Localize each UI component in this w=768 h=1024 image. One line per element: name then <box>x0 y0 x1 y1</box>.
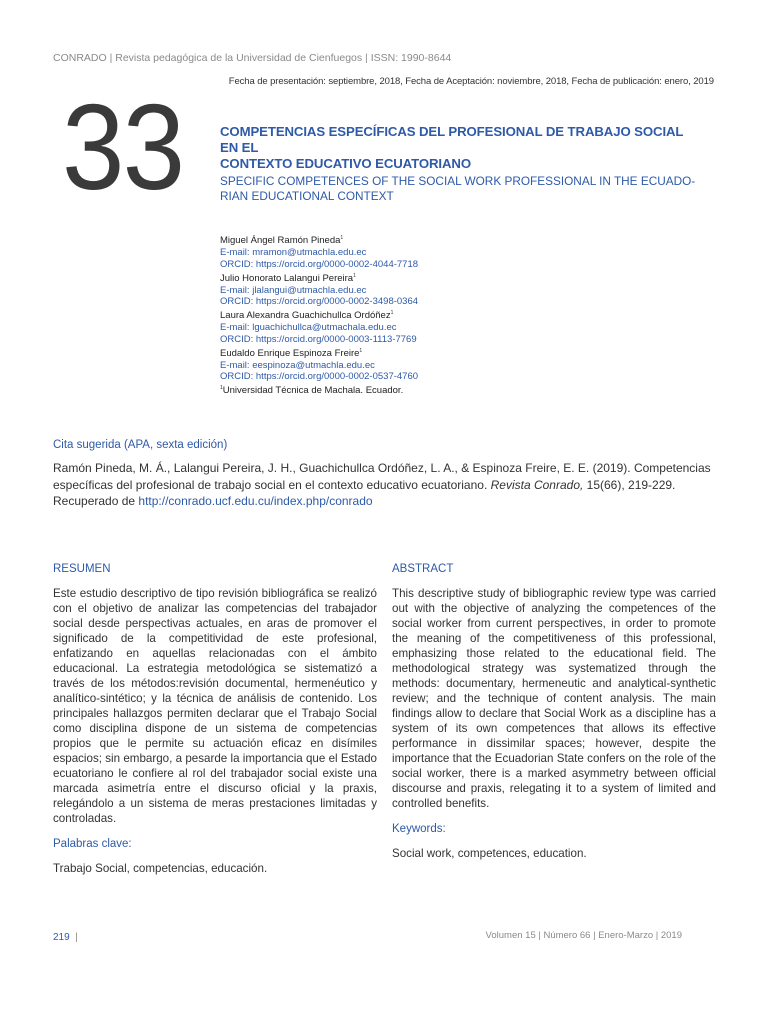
affiliation-sup: 1 <box>220 385 223 392</box>
author-sup: 1 <box>340 235 344 241</box>
page-number-footer <box>53 932 78 943</box>
citation-heading: Cita sugerida (APA, sexta edición) <box>53 439 228 451</box>
keywords-heading: Keywords: <box>392 823 446 835</box>
citation-journal: Revista Conrado, <box>490 477 584 492</box>
article-title-spanish <box>220 124 700 172</box>
author-email[interactable]: E-mail: eespinoza@utmachla.edu.ec <box>220 359 375 371</box>
author-name: Laura Alexandra Guachichullca Ordóñez$^1$ <box>220 310 394 322</box>
article-title-english <box>220 174 720 204</box>
journal-header: CONRADO | Revista pedagógica de la Universidad de Cienfuegos | ISSN: 1990-8644 <box>53 52 452 64</box>
resumen-column <box>53 562 377 876</box>
submission-dates: Fecha de presentación: septiembre, 2018, Fecha de Aceptación: noviembre, 2018, Fecha de publicación: enero, 2019 <box>228 76 714 87</box>
author-name: Julio Honorato Lalangui Pereira$^1$ <box>220 272 356 284</box>
author-email[interactable]: E-mail: jlalangui@utmachla.edu.ec <box>220 284 367 296</box>
abstract-heading: ABSTRACT <box>392 563 454 575</box>
title-en-line-1: SPECIFIC COMPETENCES OF THE SOCIAL WORK PROFESSIONAL IN THE ECUADO- <box>220 174 696 188</box>
author-orcid[interactable]: ORCID: https://orcid.org/0000-0002-3498-0364 <box>220 296 419 308</box>
title-en-line-2: RIAN EDUCATIONAL CONTEXT <box>220 189 394 203</box>
keywords: Social work, competences, education. <box>392 847 587 860</box>
author-name: Miguel Ángel Ramón Pineda$^1$ <box>220 235 344 247</box>
affiliation: $^1$Universidad Técnica de Machala. Ecuador. <box>220 385 404 397</box>
resumen-body: Este estudio descriptivo de tipo revisión bibliográfica se realizó con el objetivo de analizar las competencias del trabajador social desde perspectivas actuales, en aras de promover el significado de la competitividad de este profesional, enfatizando en aquellas relacionadas con el ámbito educacional. La estrategia metodológica se sistematizó a través de los métodos:revisión documental, hermenéutico y analítico-sintético; y la técnica de análisis de contenido. Los principales hallazgos permiten declarar que el Trabajo Social como disciplina dispone de un sistema de competencias propios que le permite su actuación eficaz en disímiles espacios; sin embargo, a pesarde la importancia que el Estado ecuatoriano le confiere al rol del trabajador social existe una marcada asimetría entre el discurso oficial y la praxis, relegándolo a un sistema de meras prestaciones limitadas y controladas. <box>53 587 377 825</box>
author-email[interactable]: E-mail: mramon@utmachla.edu.ec <box>220 246 367 258</box>
article-number: 33 <box>62 79 184 215</box>
author-sup: 1 <box>353 272 356 279</box>
author-orcid[interactable]: ORCID: https://orcid.org/0000-0003-1113-7769 <box>220 333 417 345</box>
resumen-heading: RESUMEN <box>53 563 111 575</box>
abstract-body: This descriptive study of bibliographic review type was carried out with the objective of analyzing the competences of the social worker from current perspectives, in order to promote the meaning of the competitiveness of this professional, emphasizing those related to the educational field. The methodological strategy was systematized through the methods: documentary, hermeneutic and analytical-synthetic review; and the technique of content analysis. The main findings allow to declare that Social Work as a discipline has a system of its own competences that allows its effective performance in dissimilar spaces; however, despite the importance that the Ecuadorian State confers on the role of the social worker, there is a marked asymmetry between official discourse and praxis, relegating it to a system of limited and controlled benefits. <box>392 587 716 810</box>
footer-separator: | <box>75 932 78 943</box>
palabras-clave: Trabajo Social, competencias, educación. <box>53 862 268 875</box>
author-list <box>220 233 640 397</box>
author-email[interactable]: E-mail: lguachichullca@utmachala.edu.ec <box>220 322 397 334</box>
page-number: 219 <box>53 932 70 943</box>
abstract-column <box>392 562 716 861</box>
author-name: Eudaldo Enrique Espinoza Freire$^1$ <box>220 347 363 359</box>
citation-text: Ramón Pineda, M. Á., Lalangui Pereira, J. H., Guachichullca Ordóñez, L. A., & Espinoza Freire, E. E. (2019). Competencias específicas del profesional de trabajo social en el contexto educativo ecuatoriano. Revista Conrado, 15(66), 219-229. Recuperado de http://conrado.ucf.edu.cu/index.php/conrado <box>53 461 711 508</box>
issue-footer: Volumen 15 | Número 66 | Enero-Marzo | 2019 <box>485 930 682 941</box>
palabras-clave-heading: Palabras clave: <box>53 838 132 850</box>
author-sup: 1 <box>359 347 363 354</box>
author-orcid[interactable]: ORCID: https://orcid.org/0000-0002-4044-7718 <box>220 258 419 270</box>
title-es-line-1: COMPETENCIAS ESPECÍFICAS DEL PROFESIONAL DE TRABAJO SOCIAL EN EL <box>220 124 684 155</box>
citation-url-link[interactable]: http://conrado.ucf.edu.cu/index.php/conrado <box>138 494 373 508</box>
title-es-line-2: CONTEXTO EDUCATIVO ECUATORIANO <box>220 156 471 171</box>
author-sup: 1 <box>390 310 394 317</box>
author-orcid[interactable]: ORCID: https://orcid.org/0000-0002-0537-4760 <box>220 371 419 383</box>
